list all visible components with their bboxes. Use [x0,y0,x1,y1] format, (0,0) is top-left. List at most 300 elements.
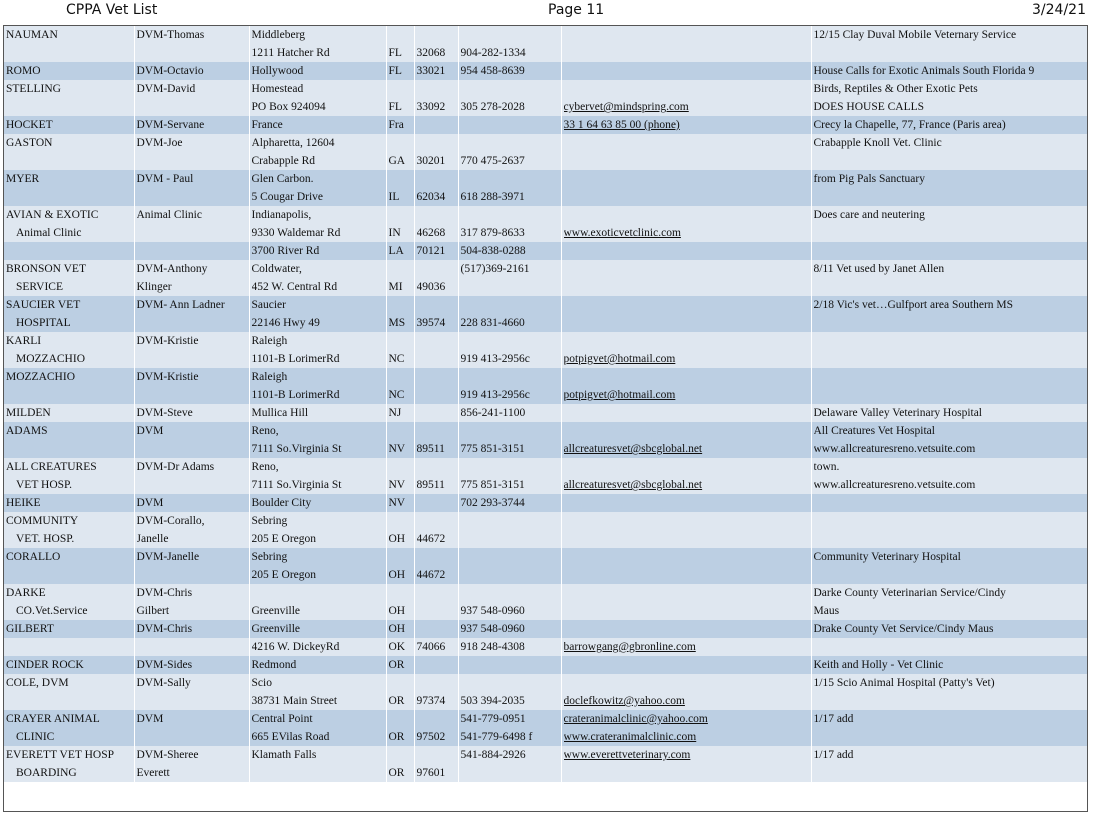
cell-notes-line-2 [814,566,1086,584]
cell-phone [458,26,561,62]
vet-list-table-frame [3,25,1088,812]
cell-address-line-2: 1101-B LorimerRd [251,353,340,365]
cell-state-line-1 [389,422,412,440]
cell-phone [458,134,561,170]
cell-state-line-2: OR [388,695,405,707]
cell-state-line-1: OK [388,641,406,653]
cell-title-line-2 [137,152,247,170]
cell-zip-line-1 [417,584,456,602]
cell-phone-line-1: 954 458-8639 [460,65,525,77]
cell-notes-line-2: www.allcreaturesreno.vetsuite.com [813,479,976,491]
cell-address-line-1: Greenville [251,623,301,635]
table-row [4,638,1087,656]
cell-state-line-2: NV [388,443,406,455]
cell-state-line-1 [389,80,412,98]
cell-notes [811,656,1087,674]
cell-zip [414,26,458,62]
table-row [4,404,1087,422]
cell-phone [458,116,561,134]
cell-address-line-1: Central Point [251,713,313,725]
cell-state-line-2: OR [388,731,405,743]
cell-phone-line-1 [461,296,559,314]
cell-title [134,134,249,170]
cell-name-line-2: VET. HOSP. [16,533,75,545]
cell-zip [414,458,458,494]
cell-email-line-2: cybervet@mindspring.com [563,101,689,113]
cell-phone-line-2 [461,566,559,584]
cell-email-line-2 [564,314,809,332]
cell-zip [414,512,458,548]
cell-title-line-1: DVM-Octavio [136,65,204,77]
cell-state-line-1 [389,746,412,764]
cell-zip [414,584,458,620]
table-row [4,80,1087,116]
cell-title-line-2 [137,350,247,368]
cell-state-line-2: OR [388,767,405,779]
cell-zip-line-1 [417,422,456,440]
cell-notes [811,638,1087,656]
cell-phone-line-1 [461,26,559,44]
table-row [4,584,1087,620]
cell-phone-line-1: 702 293-3744 [460,497,525,509]
cell-zip [414,710,458,746]
cell-address-line-1: Saucier [251,299,286,311]
cell-email-line-2: www.crateranimalclinic.com [563,731,697,743]
cell-name [4,422,134,458]
cell-email-line-1 [564,206,809,224]
cell-phone-line-2: 904-282-1334 [460,47,526,59]
cell-state-line-2: MS [388,317,406,329]
cell-title-line-1: DVM-Kristie [136,335,199,347]
table-row [4,116,1087,134]
cell-address [249,584,386,620]
cell-notes-line-2 [814,350,1086,368]
cell-title-line-1: DVM-Dr Adams [136,461,215,473]
cell-zip [414,170,458,206]
cell-name-line-1: GASTON [6,137,53,149]
cell-phone [458,620,561,638]
cell-phone [458,710,561,746]
cell-name-line-1: EVERETT VET HOSP [6,749,114,761]
cell-notes-line-2 [814,314,1086,332]
cell-phone-line-1 [461,332,559,350]
cell-name [4,242,134,260]
cell-notes [811,584,1087,620]
cell-state [386,656,414,674]
cell-email [561,170,811,206]
cell-state-line-2: OH [388,569,406,581]
cell-name-line-2: Animal Clinic [16,227,82,239]
cell-address [249,116,386,134]
cell-address-line-1: Boulder City [251,497,312,509]
cell-state-line-2: NC [388,389,405,401]
cell-title [134,170,249,206]
cell-notes [811,494,1087,512]
cell-zip [414,296,458,332]
cell-address-line-2: PO Box 924094 [251,101,326,113]
cell-zip-line-1 [417,26,456,44]
cell-title-line-2 [137,44,247,62]
cell-email-line-2: potpigvet@hotmail.com [563,389,676,401]
cell-address [249,260,386,296]
cell-name [4,296,134,332]
header-date: 3/24/21 [1032,2,1086,18]
cell-phone [458,296,561,332]
cell-name [4,332,134,368]
cell-email [561,674,811,710]
vet-list-rows [4,26,1087,782]
table-row [4,674,1087,710]
cell-notes [811,368,1087,404]
cell-title [134,80,249,116]
cell-state-line-1 [389,134,412,152]
cell-title [134,260,249,296]
cell-email [561,332,811,368]
cell-name-line-1: MYER [6,173,40,185]
table-row [4,710,1087,746]
table-row [4,458,1087,494]
cell-zip-line-1 [417,746,456,764]
cell-title-line-1: DVM-Chris [136,587,193,599]
cell-email-line-1 [564,656,809,674]
cell-zip-line-1 [417,458,456,476]
cell-name-line-1 [6,638,132,656]
table-row [4,656,1087,674]
cell-address [249,422,386,458]
cell-phone-line-2: 775 851-3151 [460,479,525,491]
cell-notes-line-1 [814,512,1086,530]
cell-state-line-2: IL [388,191,400,203]
cell-address-line-1: Middleberg [251,29,305,41]
cell-state-line-1 [389,296,412,314]
cell-notes-line-1: Crabapple Knoll Vet. Clinic [813,137,942,149]
cell-title [134,494,249,512]
cell-email-line-2 [564,152,809,170]
cell-email [561,206,811,242]
cell-notes-line-1: House Calls for Exotic Animals South Florida 9 [813,65,1035,77]
cell-address-line-2: Crabapple Rd [251,155,316,167]
cell-zip-line-2: 30201 [416,155,446,167]
cell-email-line-1 [564,62,809,80]
cell-name [4,116,134,134]
cell-phone [458,494,561,512]
cell-address [249,620,386,638]
cell-notes-line-1: 2/18 Vic's vet…Gulfport area Southern MS [813,299,1014,311]
cell-notes [811,620,1087,638]
cell-name-line-1: ROMO [6,65,41,77]
cell-name-line-1: KARLI [6,335,42,347]
cell-phone [458,170,561,206]
cell-state-line-1 [389,710,412,728]
cell-phone-line-1: 504-838-0288 [460,245,526,257]
cell-name [4,134,134,170]
cell-notes-line-1: 8/11 Vet used by Janet Allen [813,263,945,275]
cell-phone-line-2: 305 278-2028 [460,101,525,113]
table-row [4,260,1087,296]
cell-state [386,422,414,458]
cell-title-line-1: DVM-Corallo, [136,515,205,527]
cell-zip-line-1 [417,674,456,692]
cell-address-line-2: 38731 Main Street [251,695,338,707]
cell-notes-line-1: Crecy la Chapelle, 77, France (Paris area) [813,119,1006,131]
cell-state-line-1 [389,332,412,350]
cell-address [249,656,386,674]
cell-notes-line-1: 1/17 add [813,713,854,725]
cell-state-line-1 [389,260,412,278]
cell-address-line-2: 205 E Oregon [251,533,317,545]
cell-email-line-1 [564,170,809,188]
cell-notes-line-2 [814,224,1086,242]
cell-address-line-1: Scio [251,677,272,689]
cell-title-line-1: DVM-Sheree [136,749,199,761]
cell-title [134,296,249,332]
cell-name [4,368,134,404]
cell-name-line-1: GILBERT [6,623,54,635]
cell-title-line-2 [137,692,247,710]
cell-phone-line-2: 919 413-2956c [460,389,530,401]
cell-address [249,332,386,368]
cell-address-line-1: Raleigh [251,335,288,347]
cell-state [386,206,414,242]
cell-name-line-1: HEIKE [6,497,41,509]
table-row [4,296,1087,332]
cell-phone-line-1 [461,548,559,566]
cell-name [4,80,134,116]
cell-zip-line-2: 89511 [416,443,445,455]
cell-address [249,458,386,494]
cell-notes-line-1: town. [813,461,840,473]
cell-email [561,26,811,62]
cell-zip [414,368,458,404]
cell-phone-line-2 [461,278,559,296]
cell-title [134,242,249,260]
cell-state [386,296,414,332]
cell-zip-line-2: 62034 [416,191,446,203]
cell-zip [414,620,458,638]
cell-name [4,458,134,494]
cell-address-line-2: 1101-B LorimerRd [251,389,340,401]
cell-name [4,746,134,782]
cell-notes-line-2 [814,152,1086,170]
cell-notes [811,548,1087,584]
cell-name-line-2 [6,44,132,62]
cell-phone-line-1: (517)369-2161 [460,263,530,275]
cell-email-line-1 [564,458,809,476]
cell-phone-line-1: 937 548-0960 [460,623,525,635]
cell-title [134,116,249,134]
cell-title-line-1: DVM-David [136,83,196,95]
cell-email-line-1 [564,620,809,638]
cell-zip [414,746,458,782]
cell-zip-line-2 [417,350,456,368]
cell-email-line-2 [564,278,809,296]
cell-email-line-1 [564,422,809,440]
cell-address-line-1: Coldwater, [251,263,302,275]
cell-name [4,710,134,746]
cell-address [249,674,386,710]
cell-notes-line-2 [814,44,1086,62]
cell-address [249,638,386,656]
cell-notes-line-2 [814,188,1086,206]
cell-zip [414,656,458,674]
cell-name [4,620,134,638]
cell-state [386,134,414,170]
cell-state [386,512,414,548]
cell-name-line-1: BRONSON VET [6,263,86,275]
cell-notes-line-2: Maus [813,605,840,617]
cell-address-line-2: 22146 Hwy 49 [251,317,320,329]
cell-title [134,332,249,368]
cell-title-line-1: DVM-Joe [136,137,183,149]
cell-email-line-1 [564,674,809,692]
cell-name-line-2: VET HOSP. [16,479,73,491]
cell-title [134,512,249,548]
cell-address-line-1: Indianapolis, [251,209,312,221]
cell-state-line-1 [389,512,412,530]
cell-state-line-1 [389,206,412,224]
cell-address-line-1: Sebring [251,515,288,527]
cell-email-line-2: www.exoticvetclinic.com [563,227,681,239]
cell-zip-line-1 [417,548,456,566]
cell-name-line-2: MOZZACHIO [16,353,85,365]
cell-name [4,26,134,62]
cell-zip-line-1 [417,332,456,350]
cell-name-line-1: STELLING [6,83,61,95]
cell-notes-line-2: www.allcreaturesreno.vetsuite.com [813,443,976,455]
cell-notes-line-2: DOES HOUSE CALLS [813,101,925,113]
cell-title [134,620,249,638]
cell-title-line-2: Klinger [136,281,172,293]
cell-address-line-2: 7111 So.Virginia St [251,443,342,455]
table-row [4,620,1087,638]
cell-zip [414,332,458,368]
cell-zip [414,494,458,512]
table-row [4,494,1087,512]
cell-email-line-1 [564,404,809,422]
cell-zip-line-2: 44672 [416,533,446,545]
cell-state [386,26,414,62]
cell-email-line-1 [564,584,809,602]
cell-name-line-2 [6,566,132,584]
cell-notes [811,62,1087,80]
cell-phone-line-2: 541-779-6498 f [460,731,533,743]
cell-name-line-1: SAUCIER VET [6,299,81,311]
cell-email [561,404,811,422]
cell-zip-line-1 [417,512,456,530]
cell-name-line-1: MILDEN [6,407,51,419]
cell-zip [414,260,458,296]
cell-notes-line-1 [814,242,1086,260]
cell-address [249,170,386,206]
cell-title-line-1: DVM- Ann Ladner [136,299,225,311]
cell-email [561,710,811,746]
cell-zip [414,674,458,710]
cell-state [386,242,414,260]
cell-email [561,62,811,80]
cell-name [4,584,134,620]
cell-name-line-1: DARKE [6,587,46,599]
cell-email-line-1: www.everettveterinary.com [563,749,691,761]
cell-zip-line-1 [417,404,456,422]
cell-notes [811,170,1087,206]
cell-email-line-1: 33 1 64 63 85 00 (phone) [563,119,680,131]
cell-address-line-1: Glen Carbon. [251,173,314,185]
cell-address-line-2: 452 W. Central Rd [251,281,338,293]
cell-zip [414,422,458,458]
cell-address-line-1: France [251,119,283,131]
cell-notes [811,674,1087,710]
cell-title-line-2 [137,386,247,404]
cell-title [134,710,249,746]
cell-title [134,638,249,656]
cell-state [386,620,414,638]
cell-notes-line-1: Does care and neutering [813,209,925,221]
cell-phone [458,548,561,584]
cell-email-line-1: crateranimalclinic@yahoo.com [563,713,708,725]
cell-state-line-2: NV [388,479,406,491]
cell-address [249,710,386,746]
cell-notes-line-1: 12/15 Clay Duval Mobile Veternary Service [813,29,1017,41]
cell-email-line-2: allcreaturesvet@sbcglobal.net [563,443,703,455]
cell-notes-line-2 [814,728,1086,746]
cell-zip-line-1 [417,116,456,134]
cell-title-line-2 [137,440,247,458]
cell-state-line-2: OH [388,533,406,545]
cell-address [249,746,386,782]
cell-title-line-1: DVM [136,425,164,437]
cell-notes [811,458,1087,494]
cell-phone [458,332,561,368]
cell-title-line-2 [137,188,247,206]
cell-title-line-2: Gilbert [136,605,170,617]
cell-phone-line-2 [461,764,559,782]
cell-state-line-1: OR [388,659,405,671]
cell-phone [458,512,561,548]
cell-name-line-2: HOSPITAL [16,317,71,329]
table-row [4,134,1087,170]
cell-address [249,368,386,404]
cell-state [386,116,414,134]
cell-notes [811,404,1087,422]
cell-state-line-1 [389,584,412,602]
cell-name-line-2 [6,440,132,458]
cell-address [249,134,386,170]
cell-address [249,296,386,332]
cell-state-line-2: FL [388,47,402,59]
cell-address-line-1: Raleigh [251,371,288,383]
cell-notes-line-1: 1/15 Scio Animal Hospital (Patty's Vet) [813,677,995,689]
cell-address [249,512,386,548]
cell-notes-line-1 [814,494,1086,512]
cell-title [134,206,249,242]
cell-phone [458,260,561,296]
cell-phone-line-2: 937 548-0960 [460,605,525,617]
vet-list-table [4,26,1087,782]
cell-address-line-1: Redmond [251,659,297,671]
cell-title-line-1: Animal Clinic [136,209,202,221]
cell-zip-line-1 [417,134,456,152]
table-row [4,548,1087,584]
cell-zip-line-1: 74066 [416,641,446,653]
cell-state-line-2: MI [388,281,403,293]
cell-name-line-2 [6,692,132,710]
cell-email-line-2 [564,764,809,782]
cell-state [386,710,414,746]
table-row [4,332,1087,368]
cell-phone-line-2: 228 831-4660 [460,317,525,329]
cell-notes-line-2 [814,386,1086,404]
cell-title-line-2 [137,476,247,494]
